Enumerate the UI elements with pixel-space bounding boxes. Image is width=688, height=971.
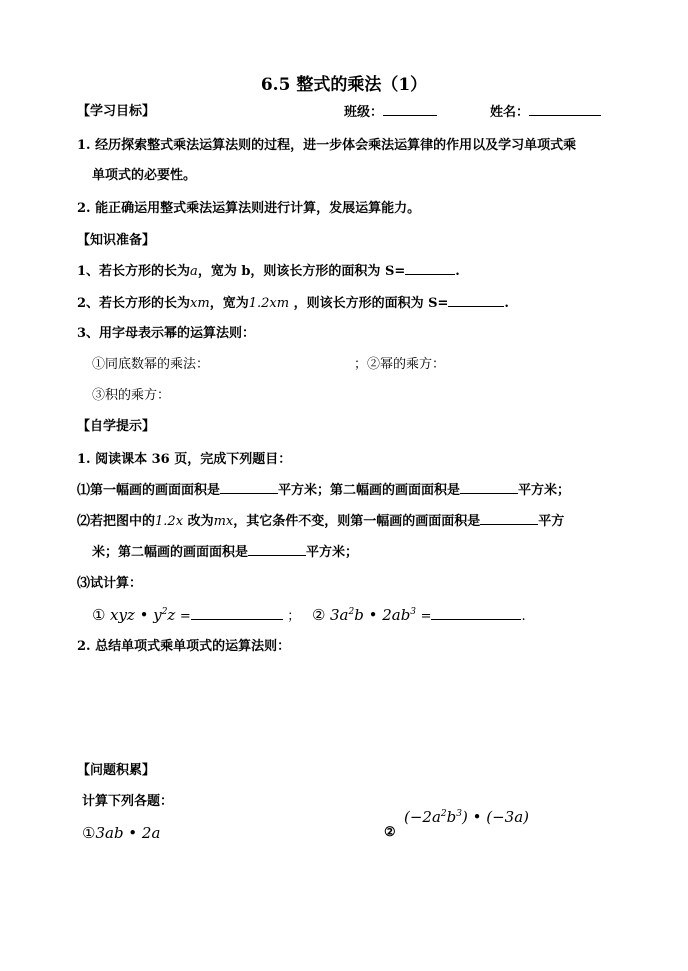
calc-2-sup-1: 2 xyxy=(348,607,355,617)
calc-2-num: ② xyxy=(312,606,326,624)
knowledge-q1 xyxy=(77,262,460,281)
self-study-p1-c: 平方米； xyxy=(518,483,571,498)
calc-1-sep: ； xyxy=(287,609,301,624)
knowledge-q2-prefix: 2、若长方形的长为 xyxy=(77,296,191,311)
name-field xyxy=(490,103,601,122)
self-study-label: 【自学提示】 xyxy=(77,419,156,434)
self-study-p2-b: 改为 xyxy=(187,514,214,529)
problem-1 xyxy=(82,822,160,846)
objectives-label: 【学习目标】 xyxy=(77,104,156,119)
knowledge-q3-c: ③积的乘方： xyxy=(92,388,171,403)
objective-1-line-1: 1. 经历探索整式乘法运算法则的过程，进一步体会乘法运算律的作用以及学习单项式乘 xyxy=(77,138,577,153)
self-study-p2-blank-1[interactable] xyxy=(480,512,538,525)
name-blank[interactable] xyxy=(529,103,601,116)
knowledge-q1-end: . xyxy=(455,264,460,279)
calc-1-sup: 2 xyxy=(161,607,168,617)
knowledge-q2-blank[interactable] xyxy=(448,294,504,307)
self-study-item-1: 1. 阅读课本 36 页，完成下列题目： xyxy=(77,452,292,467)
calc-2-blank[interactable] xyxy=(431,607,521,620)
self-study-p2 xyxy=(77,512,564,531)
page-title: 6.5 整式的乘法（1） xyxy=(260,75,428,95)
knowledge-q1-prefix: 1、若长方形的长为 xyxy=(77,264,191,279)
self-study-p2-d: 平方 xyxy=(538,514,565,529)
knowledge-q2-var: xm xyxy=(190,296,210,311)
knowledge-q2-mid2: ，则该长方形的面积为 S= xyxy=(293,296,449,311)
knowledge-label: 【知识准备】 xyxy=(77,233,156,248)
problems-label: 【问题积累】 xyxy=(77,763,156,778)
problem-2-expr-a: (−2a xyxy=(404,808,441,826)
self-study-item-2: 2. 总结单项式乘单项式的运算法则： xyxy=(77,639,291,654)
knowledge-q2-var2: 1.2xm xyxy=(248,296,290,311)
knowledge-q3-b: ；②幂的乘方： xyxy=(354,357,446,372)
knowledge-q3-a: ①同底数幂的乘法： xyxy=(92,357,210,372)
knowledge-q3: 3、用字母表示幂的运算法则： xyxy=(77,326,256,341)
problem-2-sup-1: 2 xyxy=(440,809,447,819)
self-study-p1-a: ⑴第一幅画的画面面积是 xyxy=(77,483,221,498)
self-study-p1-b: 平方米；第二幅画的画面面积是 xyxy=(278,483,461,498)
knowledge-q1-var: a xyxy=(190,264,198,279)
objective-1-line-2: 单项式的必要性。 xyxy=(92,168,197,183)
calc-2 xyxy=(312,604,526,628)
problem-1-expr: 3ab • 2a xyxy=(95,824,161,842)
knowledge-q1-blank[interactable] xyxy=(405,262,455,275)
class-label: 班级： xyxy=(344,105,384,120)
knowledge-q2 xyxy=(77,294,509,313)
calc-1-tail: z xyxy=(167,606,176,624)
calc-1-blank[interactable] xyxy=(191,607,283,620)
class-field xyxy=(344,103,437,122)
knowledge-q2-mid: ，宽为 xyxy=(209,296,249,311)
self-study-p1-blank-1[interactable] xyxy=(220,481,278,494)
calc-1 xyxy=(92,604,300,628)
calc-2-sup-2: 3 xyxy=(410,607,417,617)
knowledge-q2-end: . xyxy=(504,296,509,311)
self-study-p2-a: ⑵若把图中的 xyxy=(77,514,156,529)
calc-1-expr: xyz • y xyxy=(109,606,162,624)
self-study-p1 xyxy=(77,481,570,500)
calc-1-num: ① xyxy=(92,606,106,624)
class-blank[interactable] xyxy=(383,103,437,116)
problem-2 xyxy=(404,806,529,830)
calc-2-end: . xyxy=(521,609,526,624)
problems-intro: 计算下列各题： xyxy=(82,794,174,809)
problem-2-expr-c: ) • (−3a) xyxy=(462,808,529,826)
calc-2-expr-a: 3a xyxy=(329,606,349,624)
self-study-p2-blank-2[interactable] xyxy=(248,543,306,556)
knowledge-q1-mid: ，宽为 b，则该长方形的面积为 S= xyxy=(197,264,406,279)
problem-2-expr-b: b xyxy=(446,808,457,826)
self-study-p2-var1: 1.2x xyxy=(155,514,184,529)
calc-2-eq: = xyxy=(420,609,432,624)
self-study-p3: ⑶试计算： xyxy=(77,576,143,591)
problem-2-num: ② xyxy=(384,825,396,840)
problem-2-sup-2: 3 xyxy=(456,809,462,819)
calc-1-eq: = xyxy=(179,609,191,624)
problem-1-num: ① xyxy=(82,824,96,842)
self-study-p2-line2-a: 米；第二幅画的画面面积是 xyxy=(92,545,249,560)
name-label: 姓名： xyxy=(490,105,530,120)
self-study-p2-c: ，其它条件不变，则第一幅画的画面面积是 xyxy=(233,514,481,529)
self-study-p2-line2-b: 平方米； xyxy=(306,545,359,560)
calc-2-expr-b: b • 2ab xyxy=(354,606,411,624)
self-study-p2-line-2 xyxy=(92,543,358,562)
self-study-p1-blank-2[interactable] xyxy=(460,481,518,494)
objective-2: 2. 能正确运用整式乘法运算法则进行计算，发展运算能力。 xyxy=(77,201,421,216)
self-study-p2-var2: mx xyxy=(213,514,234,529)
